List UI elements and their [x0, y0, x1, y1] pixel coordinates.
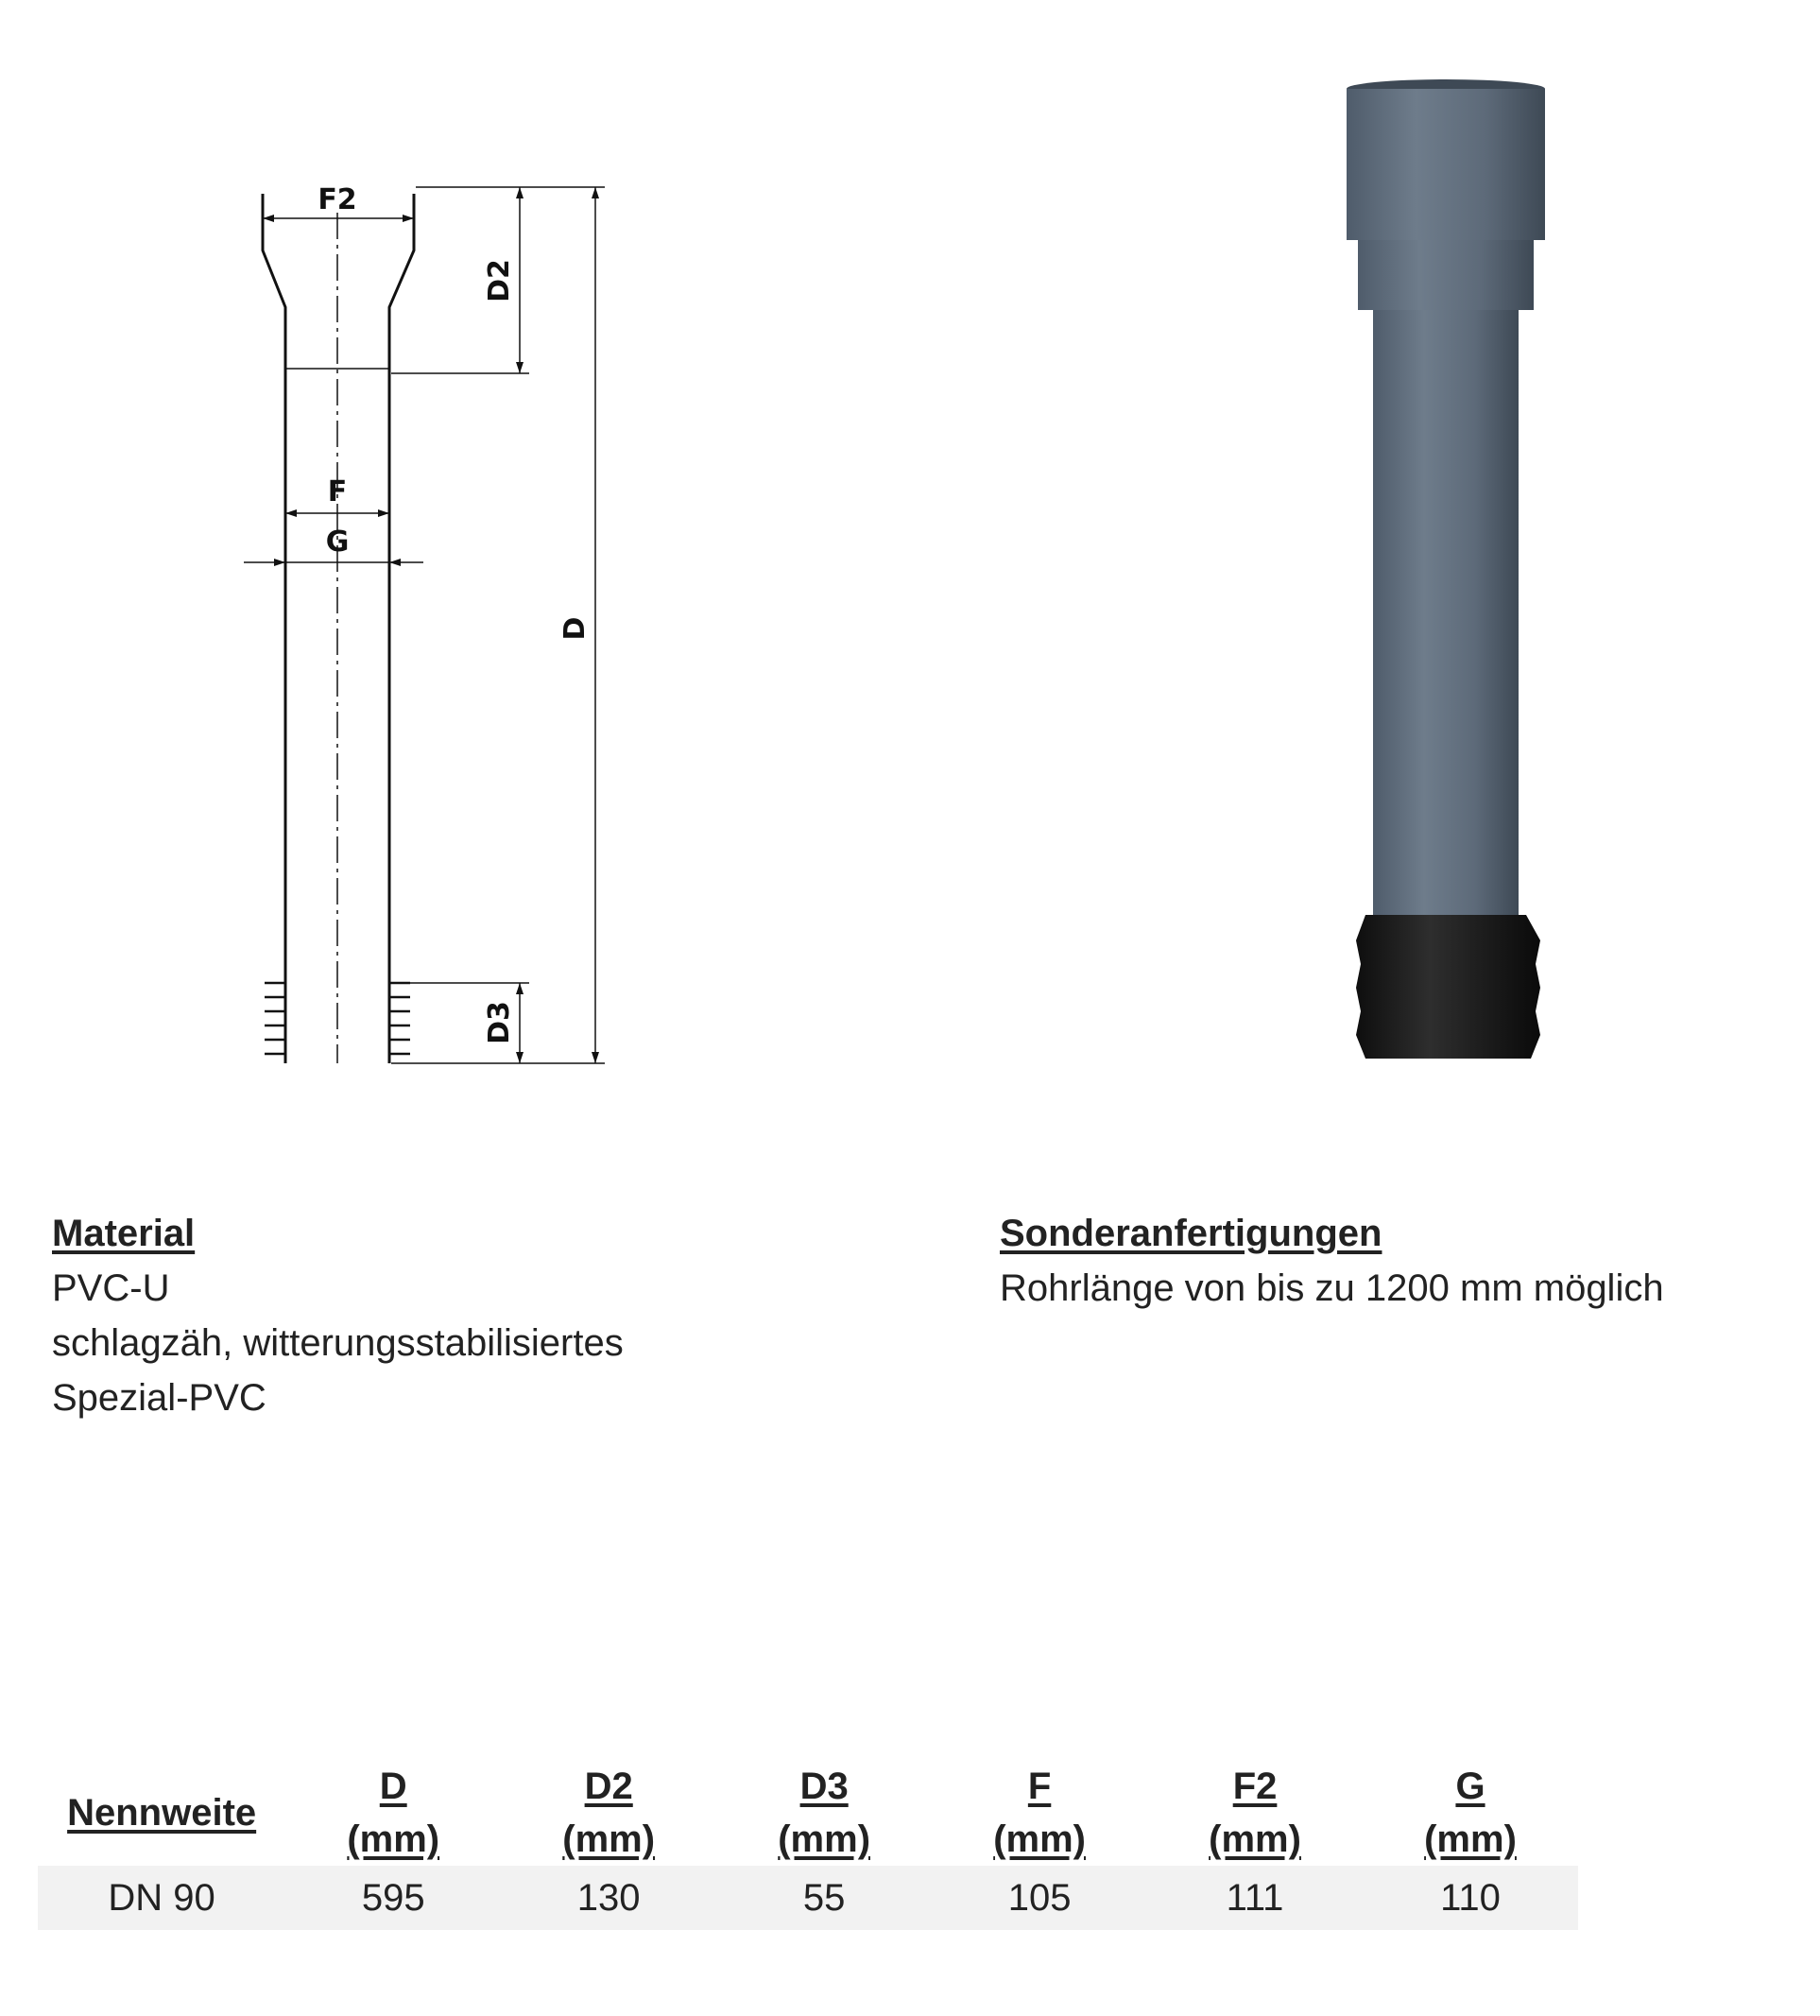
custom-text: Rohrlänge von bis zu 1200 mm möglich [1000, 1267, 1664, 1309]
header-d2-name: D2 [584, 1766, 633, 1807]
header-d2 [501, 1760, 716, 1866]
technical-drawing [236, 175, 633, 1087]
header-g-unit: (mm) [1424, 1818, 1517, 1860]
header-f2 [1147, 1760, 1363, 1866]
header-d-unit: (mm) [347, 1818, 440, 1860]
header-d [285, 1760, 501, 1866]
label-d: D [558, 616, 592, 641]
cell-d3: 55 [716, 1866, 932, 1930]
material-line-3: Spezial-PVC [52, 1377, 266, 1419]
material-section [52, 1206, 902, 1425]
table-header-row [38, 1760, 1578, 1866]
header-f2-unit: (mm) [1209, 1818, 1301, 1860]
material-line-2: schlagzäh, witterungsstabilisiertes [52, 1322, 624, 1364]
header-g-name: G [1455, 1766, 1485, 1807]
label-d3: D3 [483, 1001, 516, 1044]
custom-heading: Sonderanfertigungen [1000, 1213, 1382, 1254]
header-nennweite: Nennweite [67, 1792, 257, 1834]
header-f-unit: (mm) [993, 1818, 1086, 1860]
pipe-product-photo [1347, 76, 1573, 1073]
cell-d: 595 [285, 1866, 501, 1930]
header-g [1363, 1760, 1578, 1866]
cell-f: 105 [932, 1866, 1147, 1930]
header-d-name: D [379, 1766, 407, 1807]
label-f: F [327, 475, 348, 508]
material-heading: Material [52, 1213, 196, 1254]
header-f-name: F [1027, 1766, 1052, 1807]
header-d3 [716, 1760, 932, 1866]
header-f2-name: F2 [1232, 1766, 1278, 1807]
cell-nennweite: DN 90 [38, 1866, 285, 1930]
table-row [38, 1866, 1578, 1930]
material-line-1: PVC-U [52, 1267, 170, 1309]
dimension-table [38, 1760, 1578, 1930]
cell-d2: 130 [501, 1866, 716, 1930]
custom-production-section [1000, 1206, 1775, 1316]
header-f [932, 1760, 1147, 1866]
cell-f2: 111 [1147, 1866, 1363, 1930]
header-d2-unit: (mm) [562, 1818, 656, 1860]
label-g: G [325, 526, 350, 559]
label-f2: F2 [318, 183, 357, 216]
cell-g: 110 [1363, 1866, 1578, 1930]
pipe-dimension-diagram [236, 175, 633, 1087]
header-d3-unit: (mm) [778, 1818, 871, 1860]
header-d3-name: D3 [799, 1766, 849, 1807]
label-d2: D2 [483, 259, 516, 302]
